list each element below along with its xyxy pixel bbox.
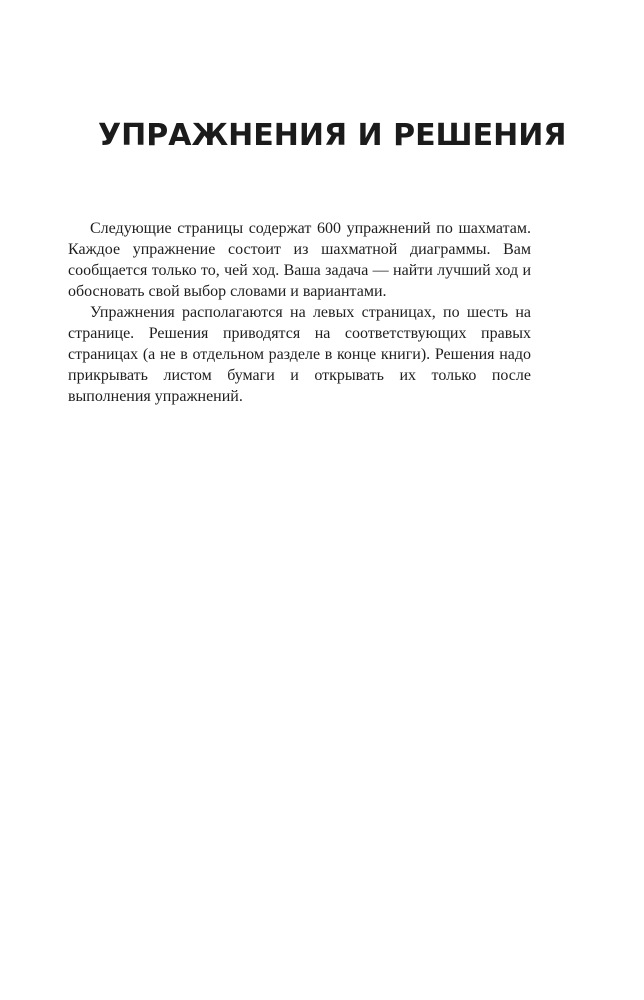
paragraph-intro: Следующие страницы содержат 600 упражнений по шахматам. Каждое упражнение состоит из шахматной диаграммы. Вам сообщается только то, чей ход. Ваша задача — найти лучший ход и обосновать свой выбор словами и вариантами. — [68, 220, 531, 300]
section-heading: УПРАЖНЕНИЯ И РЕШЕНИЯ — [98, 118, 567, 153]
paragraph-layout: Упражнения располагаются на левых страницах, по шесть на странице. Решения приводятся на соответствующих правых страницах (а не в отдельном разделе в конце книги). Решения надо прикрывать листом бумаги и открывать их только после выполнения упражнений. — [68, 304, 531, 405]
body-text — [68, 218, 531, 407]
